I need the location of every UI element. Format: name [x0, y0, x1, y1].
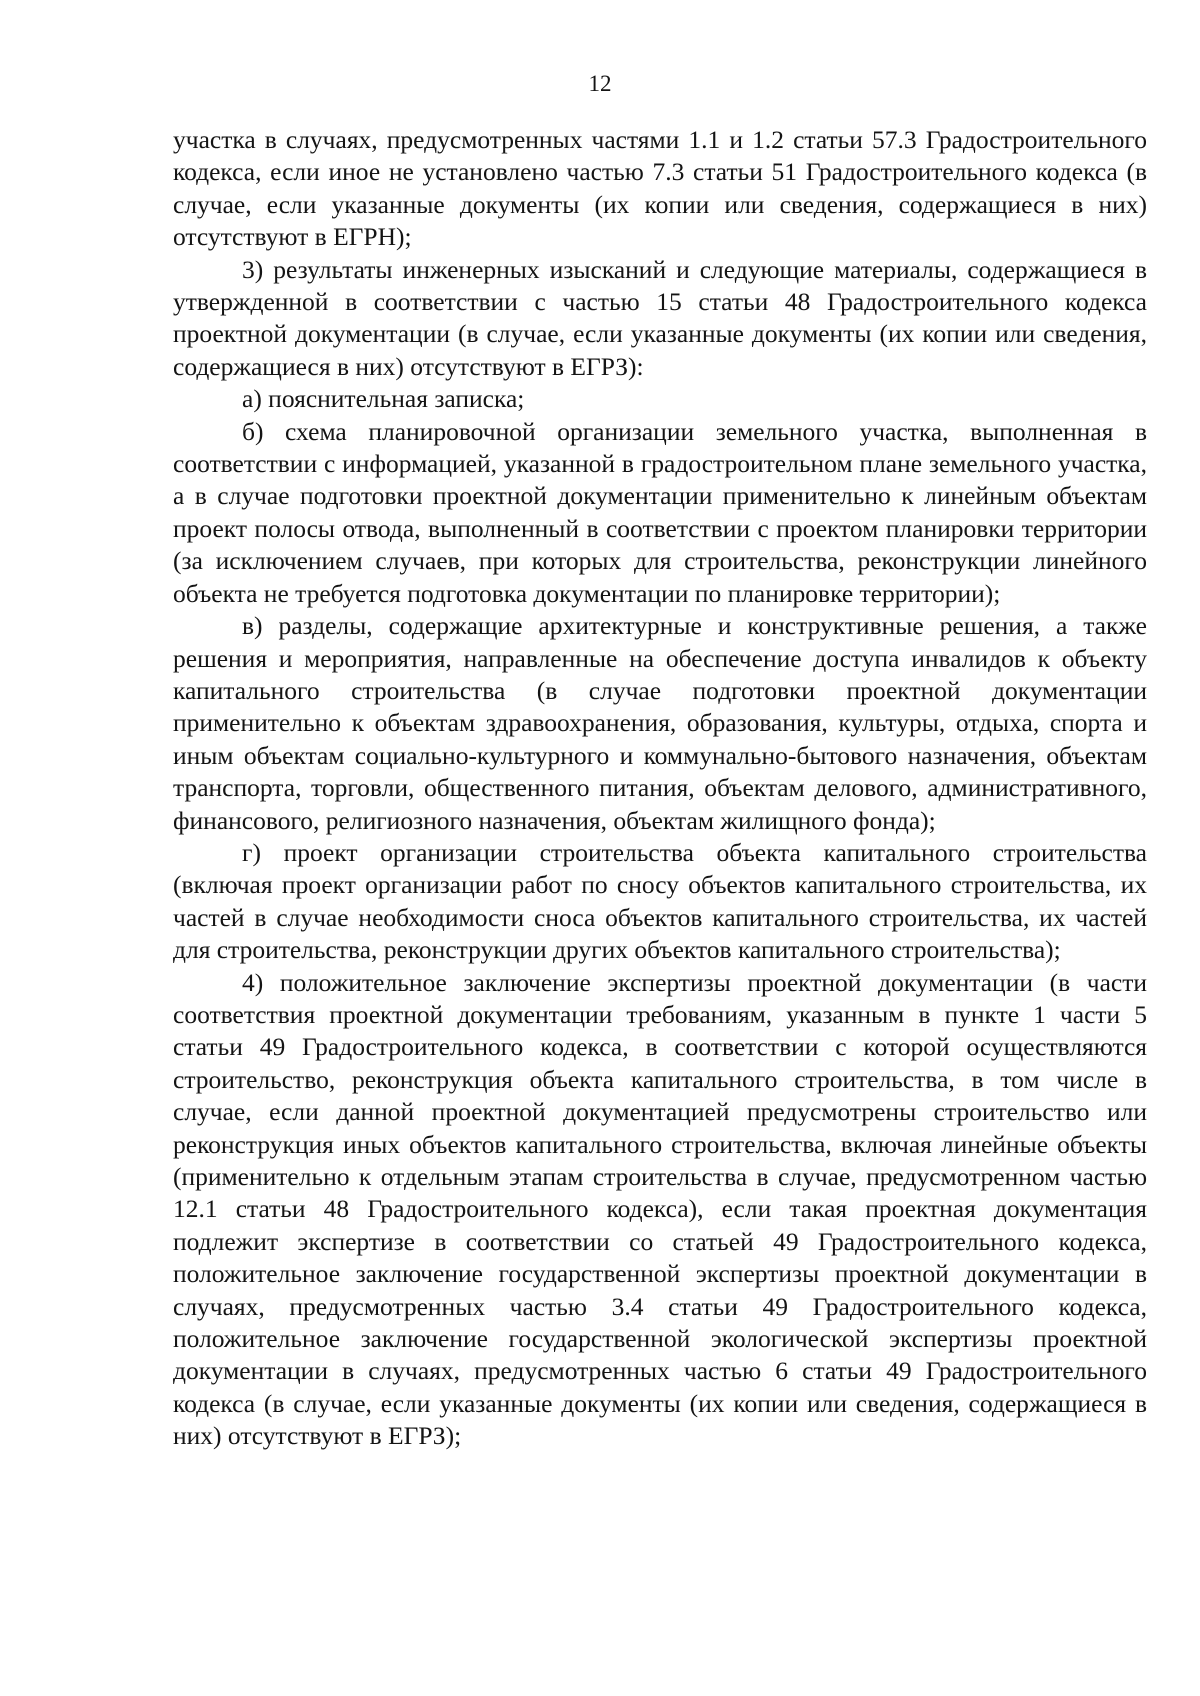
paragraph-item-3: 3) результаты инженерных изысканий и следующие материалы, содержащиеся в утвержденной в соответствии с частью 15 статьи 48 Градостроительного кодекса проектной документации (в случае, если указанные документы (их копии или сведения, содержащиеся в них) отсутствуют в ЕГРЗ): [173, 254, 1147, 381]
document-body [173, 124, 1147, 1453]
paragraph-continuation: участка в случаях, предусмотренных частями 1.1 и 1.2 статьи 57.3 Градостроительного кодекса, если иное не установлено частью 7.3 статьи 51 Градостроительного кодекса (в случае, если указанные документы (их копии или сведения, содержащиеся в них) отсутствуют в ЕГРН); [173, 125, 1147, 252]
paragraph-subitem-v: в) разделы, содержащие архитектурные и конструктивные решения, а также решения и мероприятия, направленные на обеспечение доступа инвалидов к объекту капитального строительства (в случае подготовки проектной документации применительно к объектам здравоохранения, образования, культуры, отдыха, спорта и иным объектам социально-культурного и коммунально-бытового назначения, объектам транспорта, торговли, общественного питания, объектам делового, административного, финансового, религиозного назначения, объектам жилищного фонда); [173, 611, 1147, 835]
paragraph-item-4: 4) положительное заключение экспертизы проектной документации (в части соответствия проектной документации требованиям, указанным в пункте 1 части 5 статьи 49 Градостроительного кодекса, в соответствии с которой осуществляются строительство, реконструкция объекта капитального строительства, в том числе в случае, если данной проектной документацией предусмотрены строительство или реконструкция иных объектов капитального строительства, включая линейные объекты (применительно к отдельным этапам строительства в случае, предусмотренном частью 12.1 статьи 48 Градостроительного кодекса), если такая проектная документация подлежит экспертизе в соответствии со статьей 49 Градостроительного кодекса, положительное заключение государственной экспертизы проектной документации в случаях, предусмотренных частью 3.4 статьи 49 Градостроительного кодекса, положительное заключение государственной экологической экспертизы проектной документации в случаях, предусмотренных частью 6 статьи 49 Градостроительного кодекса (в случае, если указанные документы (их копии или сведения, содержащиеся в них) отсутствуют в ЕГРЗ); [173, 967, 1147, 1451]
page-number: 12 [588, 71, 612, 96]
paragraph-subitem-b: б) схема планировочной организации земельного участка, выполненная в соответствии с информацией, указанной в градостроительном плане земельного участка, а в случае подготовки проектной документации применительно к линейным объектам проект полосы отвода, выполненный в соответствии с проектом планировки территории (за исключением случаев, при которых для строительства, реконструкции линейного объекта не требуется подготовка документации по планировке территории); [173, 416, 1147, 608]
paragraph-subitem-a: а) пояснительная записка; [242, 384, 525, 414]
paragraph-subitem-g: г) проект организации строительства объекта капитального строительства (включая проект организации работ по сносу объектов капитального строительства, их частей в случае необходимости сноса объектов капитального строительства, их частей для строительства, реконструкции других объектов капитального строительства); [173, 837, 1147, 965]
